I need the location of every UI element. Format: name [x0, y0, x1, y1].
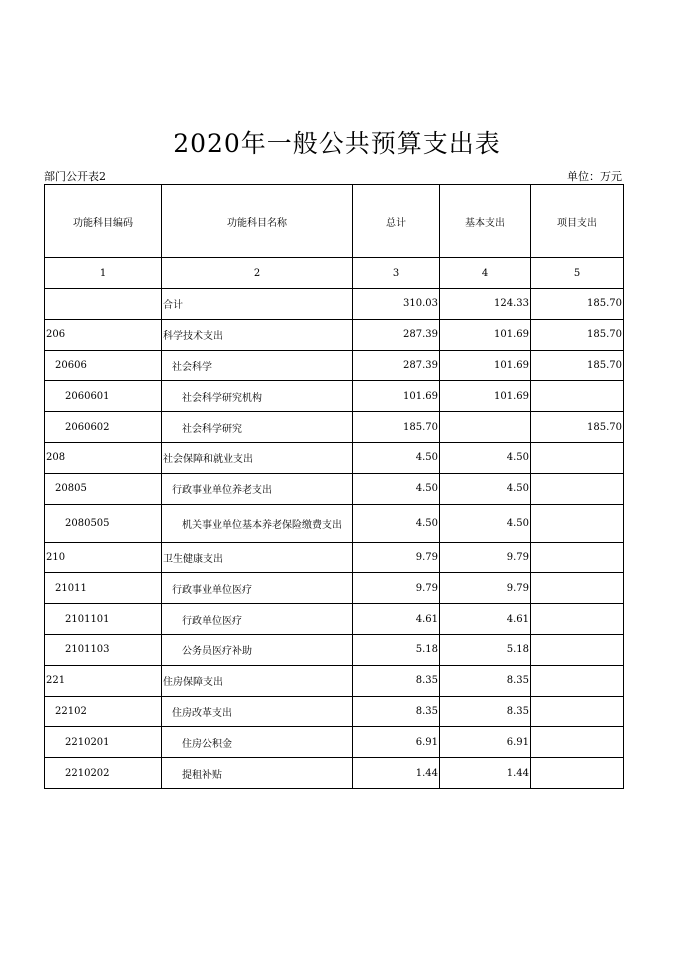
table-row: [45, 665, 624, 696]
total-cell: 287.39: [353, 350, 440, 381]
project-cell: [531, 696, 624, 727]
code-cell: 208: [45, 442, 162, 473]
unit-label: 单位：万元: [567, 170, 622, 183]
code-cell: 22102: [45, 696, 162, 727]
project-cell: 185.70: [531, 289, 624, 320]
project-cell: [531, 604, 624, 635]
name-cell: 卫生健康支出: [162, 542, 353, 573]
header-code: 功能科目编码: [45, 185, 162, 258]
name-cell: 行政事业单位医疗: [162, 573, 353, 604]
name-cell: 机关事业单位基本养老保险缴费支出: [162, 504, 353, 542]
code-cell: 2210202: [45, 758, 162, 789]
code-cell: 2101103: [45, 634, 162, 665]
project-cell: 185.70: [531, 412, 624, 443]
header-basic: 基本支出: [440, 185, 531, 258]
table-row: [45, 542, 624, 573]
project-cell: [531, 573, 624, 604]
table-row: [45, 604, 624, 635]
table-row: [45, 412, 624, 443]
basic-cell: 4.50: [440, 473, 531, 504]
table-row: [45, 504, 624, 542]
basic-cell: 5.18: [440, 634, 531, 665]
project-cell: 185.70: [531, 350, 624, 381]
name-cell: 行政事业单位养老支出: [162, 473, 353, 504]
code-cell: 21011: [45, 573, 162, 604]
project-cell: 185.70: [531, 319, 624, 350]
code-cell: 2101101: [45, 604, 162, 635]
project-cell: [531, 473, 624, 504]
basic-cell: 124.33: [440, 289, 531, 320]
name-cell: 社会科学研究机构: [162, 381, 353, 412]
table-row: [45, 442, 624, 473]
project-cell: [531, 381, 624, 412]
project-cell: [531, 542, 624, 573]
basic-cell: [440, 412, 531, 443]
basic-cell: 101.69: [440, 319, 531, 350]
index-cell: 4: [440, 258, 531, 289]
basic-cell: 9.79: [440, 542, 531, 573]
project-cell: [531, 504, 624, 542]
total-cell: 185.70: [353, 412, 440, 443]
code-cell: [45, 289, 162, 320]
table-row: [45, 350, 624, 381]
index-cell: 2: [162, 258, 353, 289]
table-row: [45, 289, 624, 320]
code-cell: 20606: [45, 350, 162, 381]
total-cell: 6.91: [353, 727, 440, 758]
code-cell: 2080505: [45, 504, 162, 542]
index-cell: 1: [45, 258, 162, 289]
code-cell: 2060601: [45, 381, 162, 412]
basic-cell: 9.79: [440, 573, 531, 604]
basic-cell: 4.50: [440, 504, 531, 542]
total-cell: 9.79: [353, 542, 440, 573]
total-cell: 9.79: [353, 573, 440, 604]
basic-cell: 101.69: [440, 381, 531, 412]
project-cell: [531, 442, 624, 473]
total-cell: 4.50: [353, 473, 440, 504]
total-cell: 4.61: [353, 604, 440, 635]
name-cell: 住房保障支出: [162, 665, 353, 696]
project-cell: [531, 727, 624, 758]
name-cell: 社会科学: [162, 350, 353, 381]
table-number-label: 部门公开表2: [44, 170, 106, 183]
basic-cell: 1.44: [440, 758, 531, 789]
name-cell: 公务员医疗补助: [162, 634, 353, 665]
name-cell: 社会保障和就业支出: [162, 442, 353, 473]
index-cell: 3: [353, 258, 440, 289]
table-row: [45, 319, 624, 350]
basic-cell: 4.50: [440, 442, 531, 473]
total-cell: 4.50: [353, 442, 440, 473]
code-cell: 2060602: [45, 412, 162, 443]
name-cell: 住房改革支出: [162, 696, 353, 727]
header-project: 项目支出: [531, 185, 624, 258]
basic-cell: 101.69: [440, 350, 531, 381]
budget-table: [44, 184, 624, 789]
name-cell: 提租补贴: [162, 758, 353, 789]
table-row: [45, 727, 624, 758]
code-cell: 2210201: [45, 727, 162, 758]
project-cell: [531, 758, 624, 789]
header-name: 功能科目名称: [162, 185, 353, 258]
project-cell: [531, 665, 624, 696]
basic-cell: 4.61: [440, 604, 531, 635]
table-row: [45, 473, 624, 504]
name-cell: 合计: [162, 289, 353, 320]
code-cell: 206: [45, 319, 162, 350]
total-cell: 8.35: [353, 696, 440, 727]
name-cell: 社会科学研究: [162, 412, 353, 443]
total-cell: 287.39: [353, 319, 440, 350]
name-cell: 科学技术支出: [162, 319, 353, 350]
basic-cell: 8.35: [440, 665, 531, 696]
basic-cell: 6.91: [440, 727, 531, 758]
table-row: [45, 634, 624, 665]
name-cell: 住房公积金: [162, 727, 353, 758]
header-row: [45, 185, 624, 258]
index-row: [45, 258, 624, 289]
project-cell: [531, 634, 624, 665]
total-cell: 310.03: [353, 289, 440, 320]
total-cell: 5.18: [353, 634, 440, 665]
page-title: 2020年一般公共预算支出表: [173, 129, 501, 158]
table-row: [45, 573, 624, 604]
total-cell: 1.44: [353, 758, 440, 789]
total-cell: 101.69: [353, 381, 440, 412]
code-cell: 20805: [45, 473, 162, 504]
code-cell: 210: [45, 542, 162, 573]
table-row: [45, 381, 624, 412]
header-total: 总计: [353, 185, 440, 258]
name-cell: 行政单位医疗: [162, 604, 353, 635]
code-cell: 221: [45, 665, 162, 696]
total-cell: 8.35: [353, 665, 440, 696]
basic-cell: 8.35: [440, 696, 531, 727]
index-cell: 5: [531, 258, 624, 289]
table-row: [45, 758, 624, 789]
total-cell: 4.50: [353, 504, 440, 542]
table-row: [45, 696, 624, 727]
